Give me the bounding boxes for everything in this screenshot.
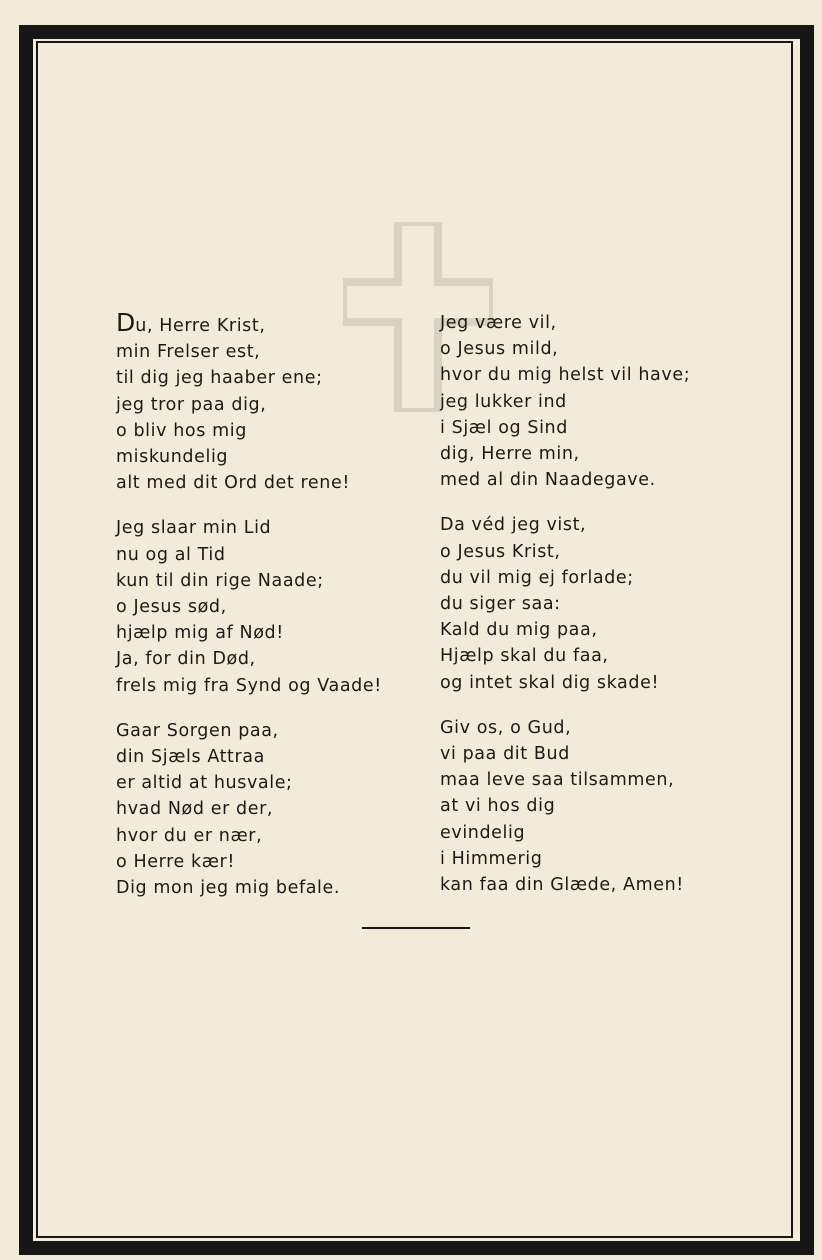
verse-line: frels mig fra Synd og Vaade!	[116, 675, 382, 696]
verse-line: at vi hos dig	[440, 796, 556, 817]
verse-line: Hjælp skal du faa,	[440, 646, 609, 667]
verse-line: o Herre kær!	[116, 851, 235, 872]
verse-line: du vil mig ej forlade;	[440, 567, 634, 588]
stanza	[440, 310, 770, 493]
verse-line: evindelig	[440, 822, 526, 843]
verse-line: hvor du er nær,	[116, 825, 263, 846]
verse-line: dig, Herre min,	[440, 444, 580, 465]
stanza	[116, 515, 416, 698]
drop-cap: D	[116, 308, 136, 337]
verse-line: hvor du mig helst vil have;	[440, 365, 691, 386]
verse-line: Giv os, o Gud,	[440, 717, 572, 738]
stanza	[116, 310, 416, 496]
verse-line: jeg lukker ind	[440, 391, 567, 412]
verse-line: nu og al Tid	[116, 544, 226, 565]
poem-column-left	[116, 310, 416, 920]
verse-line: kun til din rige Naade;	[116, 570, 324, 591]
verse-line: er altid at husvale;	[116, 773, 293, 794]
verse-line: Du, Herre Krist,	[116, 308, 266, 337]
verse-line: med al din Naadegave.	[440, 470, 656, 491]
verse-line: Ja, for din Død,	[116, 649, 256, 670]
verse-line: Gaar Sorgen paa,	[116, 720, 279, 741]
verse-line: Dig mon jeg mig befale.	[116, 878, 341, 899]
verse-line: kan faa din Glæde, Amen!	[440, 875, 684, 896]
verse-line: i Himmerig	[440, 848, 543, 869]
verse-line: o Jesus Krist,	[440, 541, 561, 562]
verse-line: til dig jeg haaber ene;	[116, 368, 323, 389]
verse-line: o Jesus sød,	[116, 597, 227, 618]
verse-line: alt med dit Ord det rene!	[116, 473, 350, 494]
verse-line: Jeg være vil,	[440, 313, 557, 333]
verse-line: vi paa dit Bud	[440, 744, 570, 765]
verse-line: din Sjæls Attraa	[116, 747, 265, 768]
closing-rule	[362, 927, 470, 929]
verse-line: jeg tror paa dig,	[116, 394, 267, 415]
verse-line: hvad Nød er der,	[116, 799, 274, 820]
verse-line: du siger saa:	[440, 594, 561, 615]
stanza	[440, 512, 770, 695]
verse-line: maa leve saa tilsammen,	[440, 770, 675, 791]
verse-line: og intet skal dig skade!	[440, 672, 660, 693]
verse-line: Jeg slaar min Lid	[116, 518, 272, 539]
verse-line: miskundelig	[116, 447, 229, 468]
verse-line: min Frelser est,	[116, 342, 261, 363]
verse-line: o Jesus mild,	[440, 339, 559, 360]
stanza	[116, 718, 416, 901]
verse-line: o bliv hos mig	[116, 420, 247, 441]
verse-line: Kald du mig paa,	[440, 620, 598, 641]
poem-column-right	[440, 310, 770, 917]
verse-line: Da véd jeg vist,	[440, 515, 587, 536]
stanza	[440, 715, 770, 898]
verse-line: i Sjæl og Sind	[440, 417, 568, 438]
verse-line: hjælp mig af Nød!	[116, 623, 284, 644]
